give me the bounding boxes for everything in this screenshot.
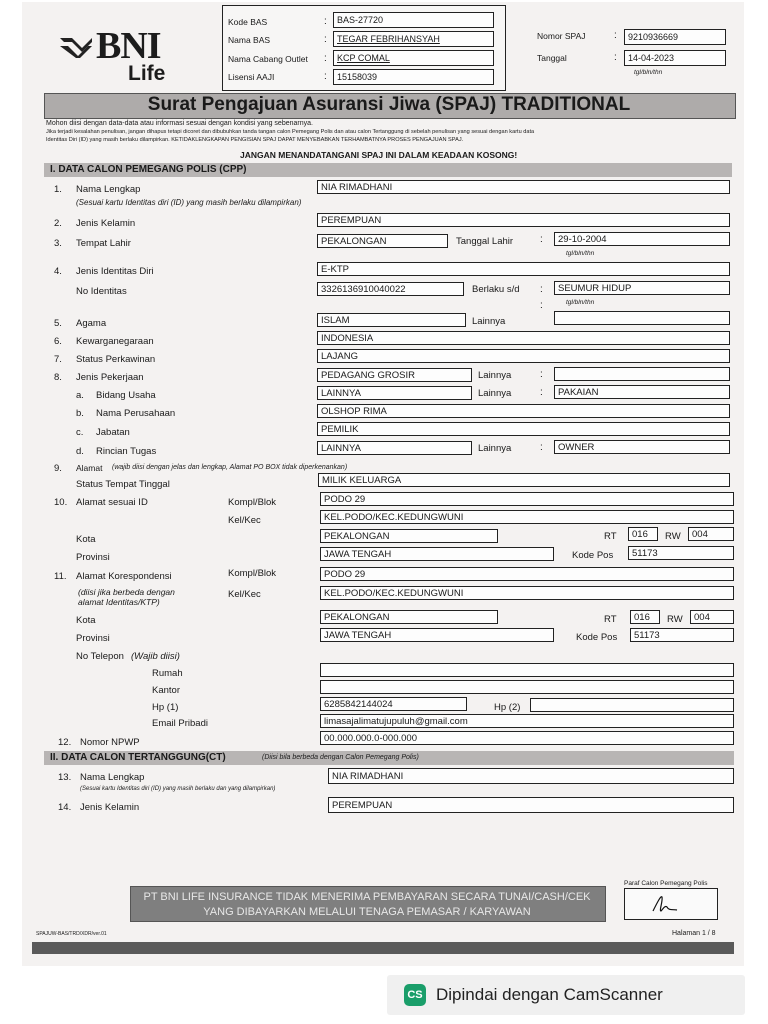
npwp-label: Nomor NPWP (80, 737, 140, 748)
telepon-note: (Wajib diisi) (131, 651, 180, 662)
bni-life-logo (58, 25, 188, 88)
korespondensi-note-1: (diisi jika berbeda dengan (78, 587, 175, 597)
k-rw-label: RW (667, 614, 683, 625)
alamat-label: Alamat (76, 463, 103, 473)
rincian-field[interactable]: LAINNYA (317, 441, 472, 455)
rumah-label: Rumah (152, 668, 183, 679)
notice-line-1: PT BNI LIFE INSURANCE TIDAK MENERIMA PEMBAYARAN SECARA TUNAI/CASH/CEK (143, 891, 591, 903)
rincian-lainnya-field[interactable]: OWNER (554, 440, 730, 454)
status-perkawinan-label: Status Perkawinan (76, 354, 156, 365)
alamat-id-label: Alamat sesuai ID (76, 497, 148, 508)
jabatan-field[interactable]: PEMILIK (317, 422, 730, 436)
id-kelkec-label: Kel/Kec (228, 515, 261, 526)
cabang-label: Nama Cabang Outlet (228, 54, 308, 64)
jabatan-label: Jabatan (96, 427, 130, 438)
id-provinsi-label: Provinsi (76, 552, 110, 563)
id-kota-field[interactable]: PEKALONGAN (320, 529, 498, 543)
alamat-note: (wajib diisi dengan jelas dan lengkap, Alamat PO BOX tidak diperkenankan) (112, 464, 348, 471)
camscanner-logo-icon: CS (404, 984, 426, 1006)
ct-nama-field[interactable]: NIA RIMADHANI (328, 768, 734, 784)
berlaku-label: Berlaku s/d (472, 284, 520, 295)
rincian-lainnya-label: Lainnya (478, 443, 512, 454)
k-kodepos-label: Kode Pos (576, 632, 618, 643)
bidang-field[interactable]: LAINNYA (317, 386, 472, 400)
intro-line-1: Mohon diisi dengan data-data atau informasi sesuai dengan kondisi yang sebenarnya. (46, 120, 313, 127)
form-code: SPAJUW-BAS/TRD/XDR/ver.01 (36, 931, 107, 937)
intro-line-3: Identitas Diri (ID) yang masih berlaku dilampirkan. KETIDAKLENGKAPAN PENGISIAN SPAJ DAPAT MENYEBABKAN TERHAMBATNYA PROSES PENGAJUAN SPAJ. (46, 137, 464, 143)
bottom-bar (32, 942, 734, 954)
kantor-label: Kantor (152, 685, 180, 696)
tanggal-hint: tgl/bln/thn (634, 69, 663, 76)
k-rt-field[interactable]: 016 (630, 610, 660, 624)
email-label: Email Pribadi (152, 718, 208, 729)
tgl-lahir-label: Tanggal Lahir (456, 236, 514, 247)
hp1-label: Hp (1) (152, 702, 179, 713)
bidang-lainnya-label: Lainnya (478, 388, 512, 399)
id-kodepos-label: Kode Pos (572, 550, 614, 561)
rumah-field[interactable] (320, 663, 734, 677)
tempat-lahir-field[interactable]: PEKALONGAN (317, 234, 448, 248)
id-kodepos-field[interactable]: 51173 (628, 546, 734, 560)
rincian-label: Rincian Tugas (96, 446, 157, 457)
nama-bas-field[interactable]: TEGAR FEBRIHANSYAH (333, 31, 494, 47)
k-provinsi-field[interactable]: JAWA TENGAH (320, 628, 554, 642)
id-kota-label: Kota (76, 534, 96, 545)
no-id-label: No Identitas (76, 286, 127, 297)
ct-nama-note: (Sesuai kartu Identitas diri (ID) yang masih berlaku dan yang dilampirkan) (80, 786, 276, 792)
section-1-header: I. DATA CALON PEMEGANG POLIS (CPP) (44, 163, 732, 177)
no-id-field[interactable]: 3326136910040022 (317, 282, 464, 296)
nama-field[interactable]: NIA RIMADHANI (317, 180, 730, 194)
id-kompl-label: Kompl/Blok (228, 497, 277, 508)
page-title: Surat Pengajuan Asuransi Jiwa (SPAJ) TRADITIONAL (147, 94, 631, 115)
tanggal-field[interactable]: 14-04-2023 (624, 50, 726, 66)
kantor-field[interactable] (320, 680, 734, 694)
k-rt-label: RT (604, 614, 617, 625)
spaj-label: Nomor SPAJ (537, 31, 586, 41)
section-2-note: (Diisi bila berbeda dengan Calon Pemegang Polis) (262, 754, 419, 761)
cabang-field[interactable]: KCP COMAL (333, 50, 494, 66)
tgl-lahir-field[interactable]: 29-10-2004 (554, 232, 730, 246)
npwp-field[interactable]: 00.000.000.0-000.000 (320, 731, 734, 745)
logo-text: BNI (96, 25, 161, 67)
k-kodepos-field[interactable]: 51173 (630, 628, 734, 642)
perusahaan-field[interactable]: OLSHOP RIMA (317, 404, 730, 418)
tanggal-label: Tanggal (537, 53, 567, 63)
hp2-field[interactable] (530, 698, 734, 712)
page-number: Halaman 1 / 8 (672, 930, 716, 937)
section-2-title: II. DATA CALON TERTANGGUNG(CT) (50, 752, 226, 763)
agama-lainnya-field[interactable] (554, 311, 730, 325)
kewarganegaraan-field[interactable]: INDONESIA (317, 331, 730, 345)
id-rw-field[interactable]: 004 (688, 527, 734, 541)
kode-bas-label: Kode BAS (228, 17, 268, 27)
hp1-field[interactable]: 6285842144024 (320, 697, 467, 711)
hp2-label: Hp (2) (494, 702, 521, 713)
berlaku-field[interactable]: SEUMUR HIDUP (554, 281, 730, 295)
email-field[interactable]: limasajalimatujupuluh@gmail.com (320, 714, 734, 728)
k-kompl-label: Kompl/Blok (228, 568, 277, 579)
agama-lainnya-label: Lainnya (472, 316, 506, 327)
status-tinggal-field[interactable]: MILIK KELUARGA (318, 473, 730, 487)
status-perkawinan-field[interactable]: LAJANG (317, 349, 730, 363)
kode-bas-field[interactable]: BAS-27720 (333, 12, 494, 28)
lisensi-label: Lisensi AAJI (228, 72, 275, 82)
initial-signature-icon (625, 889, 717, 919)
intro-warning: JANGAN MENANDATANGANI SPAJ INI DALAM KEADAAN KOSONG! (240, 150, 518, 160)
k-kota-field[interactable]: PEKALONGAN (320, 610, 498, 624)
berlaku-hint: tgl/bln/thn (566, 299, 595, 306)
camscanner-text: Dipindai dengan CamScanner (436, 985, 663, 1004)
paraf-box[interactable] (624, 888, 718, 920)
nama-bas-label: Nama BAS (228, 35, 271, 45)
intro-line-2: Jika terjadi kesalahan penulisan, jangan dihapus tetapi dicoret dan dibubuhkan tanda tangan calon Pemegang Polis dan atau calon Tertanggung di sebelah penulisan yang sesuai dengan kartu data (46, 129, 535, 135)
korespondensi-note-2: alamat Identitas/KTP) (78, 597, 160, 607)
bidang-lainnya-field[interactable]: PAKAIAN (554, 385, 730, 399)
perusahaan-label: Nama Perusahaan (96, 408, 176, 419)
kelamin-field[interactable]: PEREMPUAN (317, 213, 730, 227)
id-rw-label: RW (665, 531, 681, 542)
status-tinggal-label: Status Tempat Tinggal (76, 479, 170, 490)
spaj-field[interactable]: 9210936669 (624, 29, 726, 45)
ct-kelamin-field[interactable]: PEREMPUAN (328, 797, 734, 813)
pekerjaan-lainnya-field[interactable] (554, 367, 730, 381)
jenis-id-field[interactable]: E-KTP (317, 262, 730, 276)
pekerjaan-field[interactable]: PEDAGANG GROSIR (317, 368, 472, 382)
nama-label: Nama Lengkap (76, 184, 141, 195)
jenis-id-label: Jenis Identitas Diri (76, 266, 154, 277)
id-rt-field[interactable]: 016 (628, 527, 658, 541)
paraf-label: Paraf Calon Pemegang Polis (624, 880, 708, 887)
k-rw-field[interactable]: 004 (690, 610, 734, 624)
nama-note: (Sesuai kartu Identitas diri (ID) yang masih berlaku dilampirkan) (76, 198, 302, 207)
korespondensi-label: Alamat Korespondensi (76, 571, 172, 582)
id-kelkec-field[interactable]: KEL.PODO/KEC.KEDUNGWUNI (320, 510, 734, 524)
k-kompl-field[interactable]: PODO 29 (320, 567, 734, 581)
k-kelkec-field[interactable]: KEL.PODO/KEC.KEDUNGWUNI (320, 586, 734, 600)
telepon-label: No Telepon (76, 651, 124, 662)
kelamin-label: Jenis Kelamin (76, 218, 136, 229)
id-rt-label: RT (604, 531, 617, 542)
id-kompl-field[interactable]: PODO 29 (320, 492, 734, 506)
pekerjaan-label: Jenis Pekerjaan (76, 372, 144, 383)
agama-label: Agama (76, 318, 107, 329)
lisensi-field[interactable]: 15158039 (333, 69, 494, 85)
ct-kelamin-label: Jenis Kelamin (80, 802, 140, 813)
kewarganegaraan-label: Kewarganegaraan (76, 336, 154, 347)
agama-field[interactable]: ISLAM (317, 313, 466, 327)
ct-nama-label: Nama Lengkap (80, 772, 145, 783)
k-kota-label: Kota (76, 615, 96, 626)
tempat-lahir-label: Tempat Lahir (76, 238, 131, 249)
pekerjaan-lainnya-label: Lainnya (478, 370, 512, 381)
logo-sub: Life (128, 62, 166, 85)
tgl-lahir-hint: tgl/bln/thn (566, 250, 595, 257)
id-provinsi-field[interactable]: JAWA TENGAH (320, 547, 554, 561)
k-kelkec-label: Kel/Kec (228, 589, 261, 600)
bni-wing-icon (58, 34, 94, 60)
notice-line-2: YANG DIBAYARKAN MELALUI TENAGA PEMASAR / KARYAWAN (203, 906, 531, 918)
bidang-label: Bidang Usaha (96, 390, 156, 401)
k-provinsi-label: Provinsi (76, 633, 110, 644)
